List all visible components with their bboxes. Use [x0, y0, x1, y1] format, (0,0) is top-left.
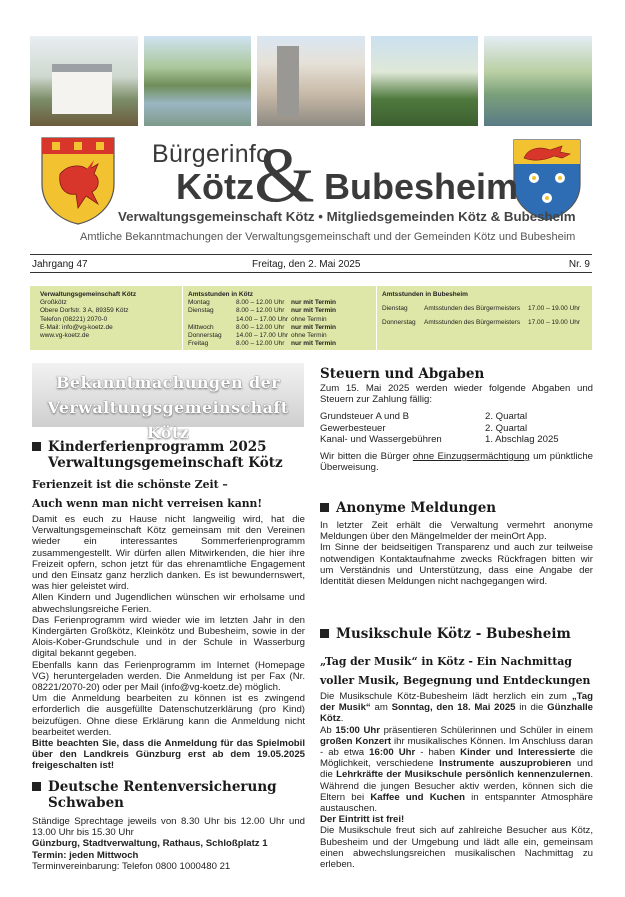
hours-koetz-heading: Amtsstunden in Kötz	[188, 291, 253, 298]
article-heading: Deutsche Rentenversicherung Schwaben	[32, 779, 305, 811]
article-rentenversicherung	[32, 779, 305, 872]
article-paragraph: Ab 15:00 Uhr präsentieren Schülerinnen und Schüler in einem großen Konzert ihr musikalisches Können. Im Anschluss daran - ab etwa 16:00 Uhr - haben Kinder und Interessierte die Möglichkeit, verschiedene Instrumente auszuprobieren und die Lehrkräfte der Musikschule persönlich kennenzulernen. Während die jungen Besucher aktiv werden, können sich die Eltern bei Kaffee und Kuchen in entspannter Atmosphäre austauschen.	[320, 724, 594, 815]
hours-bubesheim-heading: Amtsstunden in Bubesheim	[382, 291, 468, 298]
article-steuern	[320, 366, 593, 473]
article-kinderferienprogramm	[32, 439, 305, 772]
article-paragraph: Ständige Sprechtage jeweils von 8.30 Uhr bis 12.00 Uhr und 13.00 Uhr bis 15.30 Uhr	[32, 816, 305, 839]
article-heading: Kinderferienprogramm 2025 Verwaltungsgemeinschaft Kötz	[32, 439, 305, 471]
hours-koetz	[188, 291, 370, 348]
article-paragraph: Zum 15. Mai 2025 werden wieder folgende Abgaben und Steuern zur Zahlung fällig:	[320, 383, 593, 406]
masthead-bürgerinfo: Bürgerinfo	[152, 140, 271, 168]
article-phone: Terminvereinbarung: Telefon 0800 1000480 21	[32, 860, 231, 872]
hours-row: Dienstag Amtsstunden des Bürgermeisters 17.00 – 19.00 Uhr	[382, 305, 581, 313]
article-musikschule	[320, 626, 593, 870]
hours-row: Mittwoch 8.00 – 12.00 Uhr nur mit Termin	[188, 323, 337, 331]
tax-row: Kanal- und Wassergebühren 1. Abschlag 2025	[320, 433, 559, 445]
article-notice: Bitte beachten Sie, dass die Anmeldung für das Spielmobil über den Landkreis Günzburg erst ab dem 19.05.2025 freigeschalten ist!	[32, 738, 305, 772]
article-heading: Steuern und Abgaben	[320, 366, 485, 382]
article-paragraph: Damit es euch zu Hause nicht langweilig wird, hat die Verwaltungsgemeinschaft Kötz gemeinsam mit den Vereinen wieder ein interessantes Sommerferienprogramm zusammengestellt. Wir dürfen allen Mitwirkenden, die hier ihre Freizeit opfern, schon jetzt für das ehrenamtliche Engagement und den Einsatz ganz herzlich danken. Es ist bewundernswert, was hier geleistet wird.	[32, 514, 305, 593]
photo-manor-house	[30, 36, 138, 126]
admin-address	[40, 291, 188, 340]
article-subheading: „Tag der Musik“ in Kötz - Ein Nachmittag	[320, 655, 572, 668]
hours-row: Dienstag 8.00 – 12.00 Uhr nur mit Termin	[188, 307, 337, 315]
article-paragraph: Im Sinne der beidseitigen Transparenz und auch zur teilweise notwendigen Kontaktaufnahme zwecks Rückfragen bitten wir um Verständnis und Unterstützung, dass eine Angabe der Identität diesen Meldungen nicht nachgegangen wird.	[320, 542, 593, 588]
admin-address-heading: Verwaltungsgemeinschaft Kötz	[40, 291, 137, 298]
hours-row: 14.00 – 17.00 Uhr ohne Termin	[236, 315, 327, 323]
article-heading: Musikschule Kötz - Bubesheim	[320, 626, 593, 642]
masthead-tagline: Amtliche Bekanntmachungen der Verwaltungsgemeinschaft und der Gemeinden Kötz und Bubesheim	[80, 231, 576, 243]
section-banner-line: Verwaltungsgemeinschaft Kötz	[47, 398, 289, 442]
article-free-entry: Der Eintritt ist frei!	[320, 814, 405, 826]
article-paragraph: In letzter Zeit erhält die Verwaltung vermehrt anonyme Meldungen über den Mängelmelder der meinOrt App.	[320, 520, 593, 543]
masthead-ampersand: &	[254, 131, 315, 218]
article-paragraph: Die Musikschule Kötz-Bubesheim lädt herzlich ein zum „Tag der Musik“ am Sonntag, den 18. Mai 2025 in die Günzhalle Kötz.	[320, 691, 593, 725]
article-paragraph: Die Musikschule freut sich auf zahlreiche Besucher aus Kötz, Bubesheim und der Umgebung und lädt alle ein, gemeinsam einen abwechslungsreichen musikalischen Nachmittag zu erleben.	[320, 825, 593, 871]
article-anonyme-meldungen	[320, 500, 593, 587]
koetz-coat-of-arms-icon	[38, 134, 118, 226]
tax-row: Gewerbesteuer 2. Quartal	[320, 422, 528, 434]
article-paragraph: Um die Anmeldung bearbeiten zu können ist es zwingend erforderlich die ausgefüllte Datenschutzerklärung (pro Kind) beizufügen. Ohne diese Erklärung kann die Anmeldung nicht bearbeitet werden.	[32, 693, 305, 738]
hours-row: Donnerstag Amtsstunden des Bürgermeisters 17.00 – 19.00 Uhr	[382, 319, 581, 327]
article-subheading: voller Musik, Begegnung und Entdeckungen	[320, 674, 591, 687]
section-banner	[32, 363, 304, 442]
header-photo-strip	[30, 36, 592, 126]
office-hours-box	[30, 286, 592, 350]
admin-address-line: Telefon (08221) 2070-0	[40, 315, 108, 323]
article-heading: Anonyme Meldungen	[320, 500, 593, 516]
masthead-subtitle: Verwaltungsgemeinschaft Kötz • Mitgliedsgemeinden Kötz & Bubesheim	[118, 209, 576, 224]
photo-wayside-cross	[371, 36, 479, 126]
issue-number: Nr. 9	[568, 259, 590, 270]
section-banner-line: Bekanntmachungen der	[55, 373, 281, 392]
article-appointment: Termin: jeden Mittwoch	[32, 849, 139, 861]
issue-date: Freitag, den 2. Mai 2025	[252, 259, 361, 270]
article-location: Günzburg, Stadtverwaltung, Rathaus, Schloßplatz 1	[32, 838, 268, 850]
article-paragraph: Das Ferienprogramm wird wieder wie im letzten Jahr in den Kindergärten Großkötz, Kleinkötz und Bubesheim, sowie in der Alois-Kober-Grundschule und in der Schule in Wasserburg digital bekannt gegeben.	[32, 614, 305, 660]
issue-info-bar	[30, 254, 592, 273]
article-paragraph: Ebenfalls kann das Ferienprogramm im Internet (Homepage VG) heruntergeladen werden. Die Anmeldung ist per Fax (Nr. 08221/2070-20) oder per Mail (info@vg-koetz.de) möglich.	[32, 659, 305, 694]
admin-address-line: Obere Dorfstr. 3 A, 89359 Kötz	[40, 307, 129, 315]
admin-website-link[interactable]: www.vg-koetz.de	[40, 332, 90, 340]
photo-river	[484, 36, 592, 126]
admin-address-line: Großkötz	[40, 299, 67, 307]
article-paragraph: Wir bitten die Bürger ohne Einzugsermächtigung um pünktliche Überweisung.	[320, 451, 593, 474]
hours-row: Freitag 8.00 – 12.00 Uhr nur mit Termin	[188, 340, 337, 348]
photo-pond	[144, 36, 252, 126]
hours-row: Donnerstag 14.00 – 17.00 Uhr ohne Termin	[188, 332, 327, 340]
article-subheading: Auch wenn man nicht verreisen kann!	[32, 497, 263, 510]
issue-volume: Jahrgang 47	[32, 259, 88, 270]
article-paragraph: Allen Kindern und Jugendlichen wünschen wir erholsame und abwechslungsreiche Ferien.	[32, 592, 305, 615]
admin-email-link[interactable]: E-Mail: info@vg-koetz.de	[40, 323, 113, 331]
masthead-bubesheim: Bubesheim	[324, 166, 519, 207]
article-subheading: Ferienzeit ist die schönste Zeit –	[32, 478, 228, 491]
tax-row: Grundsteuer A und B 2. Quartal	[320, 411, 528, 423]
masthead-koetz: Kötz	[176, 166, 254, 207]
hours-bubesheim	[382, 291, 592, 328]
photo-town-hall	[257, 36, 365, 126]
hours-row: Montag 8.00 – 12.00 Uhr nur mit Termin	[188, 299, 337, 307]
